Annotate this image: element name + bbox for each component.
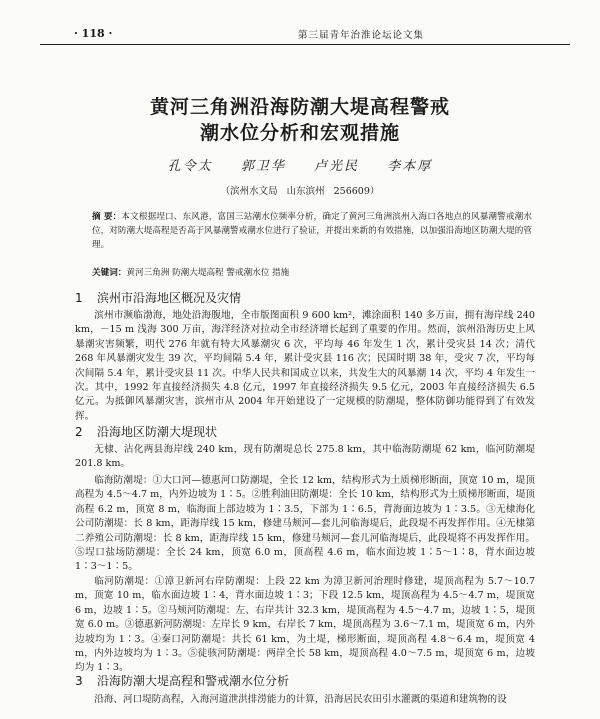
section-title: 滨州市沿海地区概况及灾情 [97,291,242,305]
body-paragraph: 沿海、河口堤防高程，入海河道泄洪排涝能力的计算，沿海居民农田引水灌溉的渠道和建筑物的设 [94,694,507,705]
paper-title-line-2: 潮水位分析和宏观措施 [199,122,400,144]
body-paragraph: 无棣、沾化两县海岸线 240 km，现有防潮堤总长 275.8 km，其中临海防潮堤 62 km，临河防潮堤 201.8 km。 [75,444,535,470]
abstract-text: 本文根据埕口、东风港，富国三站潮水位频率分析，确定了黄河三角洲滨州入海口各地点的风暴潮警戒潮水位，对防潮大堤高程是否高于风暴潮警戒潮水位进行了验证，并提出来新的有效措施，以加强沿海地区防潮大堤的管理。 [92,212,532,250]
section-number: 3 [75,674,83,688]
keywords-label: 关键词： [92,268,127,278]
body-paragraph: 临河防潮堤：①漳卫新河右岸防潮堤：上段 22 km 为漳卫新河治理时修建，堤顶高程为 5.7～10.7 m，顶宽 10 m，临水面边坡 1∶4，背水面边坡 1∶3；下段 12.5 km，堤顶高程为 4.5～4.7 m，堤顶宽 6 m，边坡 1∶5。②马颊河防潮堤：左、右岸共计 32.3 km，堤顶高程为 4.5～4.7 m，边坡 1∶5，堤顶宽 6.0 m。③德惠新河防潮堤：左岸长 9 km，右岸长 7 km，堤顶高程为 3.6～7.1 m，堤顶宽 6 m，内外边坡均为 1∶3。④秦口河防潮堤：共长 61 km，为土堤，梯形断面，堤顶高程 4.8～6.4 m，堤顶宽 4 m，内外边坡均为 1∶3。⑤徒骇河防潮堤：两岸全长 58 km，堤顶高程 4.0～7.5 m，堤顶宽 6 m，边坡均为 1∶3。 [75,576,535,674]
author-list: 孔令太 郭卫华 卢光民 李本厚 [167,159,433,174]
page-number: · 118 · [74,27,113,40]
body-paragraph: 滨州市濒临渤海，地处沿海腹地，全市版图面积 9 600 km²，滩涂面积 140 多万亩，拥有海岸线 240 km，－15 m 浅海 300 万亩，海洋经济对拉动全市经济增长起到了重要的作用。然而，滨州沿海历史上风暴潮灾害频繁，明代 276 年就有特大风暴潮灾 6 次，平均每 46 年发生 1 次，累计受灾县 14 次；清代 268 年风暴潮灾发生 39 次，平均间隔 5.4 年，累计受灾县 116 次；民国时期 38 年，受灾 7 次，平均每次间隔 5.4 年，累计受灾县 11 次。中华人民共和国成立以来，共发生大的风暴潮 14 次，平均 4 年发生一次。其中，1992 年直接经济损失 4.8 亿元，1997 年直接经济损失 9.5 亿元，2003 年直接经济损失 6.5 亿元。为抵御风暴潮灾害，滨州市从 2004 年开始建设了一定规模的防潮堤，整体防御功能得到了有效发挥。 [75,310,535,422]
section-heading [75,289,241,306]
paper-title-line-1: 黄河三角洲沿海防潮大堤高程警戒 [149,96,450,118]
keywords-text: 黄河三角洲 防潮大堤高程 警戒潮水位 措施 [126,268,290,278]
body-paragraph: 临海防潮堤：①大口河—德惠河口防潮堤，全长 12 km，结构形式为土质梯形断面，顶宽 10 m，堤顶高程为 4.5～4.7 m，内外边坡为 1∶5。②胜利油田防潮堤：全长 10 km，结构形式为土质梯形断面，堤顶高程 6.2 m，顶宽 8 m，临海面上部边坡为 1∶3.5，下部为 1∶6.5，背海面边坡为 1∶3.5。③无棣海化公司防潮堤：长 8 km，距海岸线 15 km，修建马颊河—套儿河临海堤后，此段堤不再发挥作用。④无棣第二养殖公司防潮堤：长 8 km，距海岸线 15 km，修建马颊河—套儿河临海堤后，此段堤将不再发挥作用。⑤埕口盐场防潮堤：全长 24 km，顶宽 6.0 m，顶高程 4.6 m，临水面边坡 1∶5～1∶8，背水面边坡 1∶3～1∶5。 [75,475,535,573]
abstract-label: 摘 要： [92,212,122,222]
keywords [92,266,532,278]
section-heading [75,423,217,440]
journal-title: 第三届青年治淮论坛论文集 [298,30,425,41]
section-number: 2 [75,425,83,439]
section-title: 沿海地区防潮大堤现状 [97,425,218,439]
section-title: 沿海防潮大堤高程和警戒潮水位分析 [97,674,290,688]
section-heading [75,672,289,689]
abstract [92,210,532,252]
section-number: 1 [75,291,83,305]
affiliation: （滨州水文局 山东滨州 256609） [220,186,380,197]
running-header [40,22,570,45]
